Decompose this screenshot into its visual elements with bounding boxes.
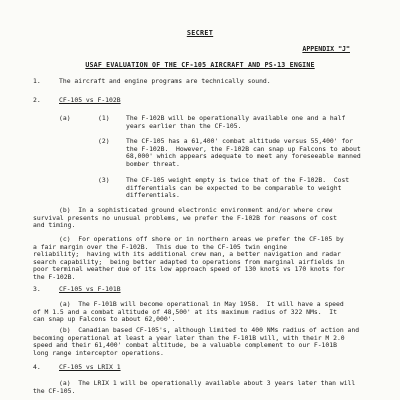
appendix-label: APPENDIX "J" <box>302 45 350 53</box>
section-1-number: 1. <box>33 77 41 85</box>
security-classification: SECRET <box>186 29 214 37</box>
section-2c-text: (c) For operations off shore or in northern areas we prefer the CF-105 by a fair margin over the F-102B. This due to the CF-105 twin engine reliability; having with its additional crew man, a better navigation and radar search capability; being better adapted to operations from marginal airfields in poor terminal weather due of its low approach speed of 130 knots vs 170 knots for the F-102B. <box>33 235 345 281</box>
section-4a-text: (a) The LRIX 1 will be operationally available about 3 years later than will the CF-105. <box>33 379 356 395</box>
section-3-heading: CF-105 vs F-101B <box>59 285 121 293</box>
section-2a-item-1-number: (1) <box>98 114 110 122</box>
section-2a-item-2-number: (2) <box>98 137 110 145</box>
section-2-number: 2. <box>33 96 41 104</box>
section-2-heading: CF-105 vs F-102B <box>59 96 121 104</box>
section-2a-item-2-text: The CF-105 has a 61,400' combat altitude versus 55,400' for the F-102B. However, the F-102B can snap up Falcons to about 68,000' which appears adequate to meet any foreseeable manned bomber threat. <box>126 137 361 168</box>
section-4-number: 4. <box>33 363 41 371</box>
section-1-text: The aircraft and engine programs are technically sound. <box>59 77 271 85</box>
section-2a-item-3-text: The CF-105 weight empty is twice that of the F-102B. Cost differentials can be expected to be comparable to weight differentials. <box>126 176 350 200</box>
section-2a-item-1-text: The F-102B will be operationally available one and a half years earlier than the CF-105. <box>126 114 346 130</box>
section-3a-text: (a) The F-101B will become operational in May 1958. It will have a speed of M 1.5 and a combat altitude of 48,500' at its maximum radius of 322 NMs. It can snap up Falcons to about 62,000'. <box>33 300 344 324</box>
section-2a-label: (a) <box>59 114 71 122</box>
section-3b-text: (b) Canadian based CF-105's, although limited to 400 NMs radius of action and becoming operational at least a year later than the F-101B will, with their M 2.0 speed and their 61,400' combat altitude, be a valuable complement to our F-101B long range interceptor operations. <box>33 326 360 357</box>
section-2a-item-3-number: (3) <box>98 176 110 184</box>
document-title: USAF EVALUATION OF THE CF-105 AIRCRAFT AND PS-13 ENGINE <box>85 61 315 69</box>
section-4-heading: CF-105 vs LRIX 1 <box>59 363 121 371</box>
section-3-number: 3. <box>33 285 41 293</box>
section-2b-text: (b) In a sophisticated ground electronic environment and/or where crew survival presents no unusual problems, we prefer the F-102B for reasons of cost and timing. <box>33 206 337 230</box>
